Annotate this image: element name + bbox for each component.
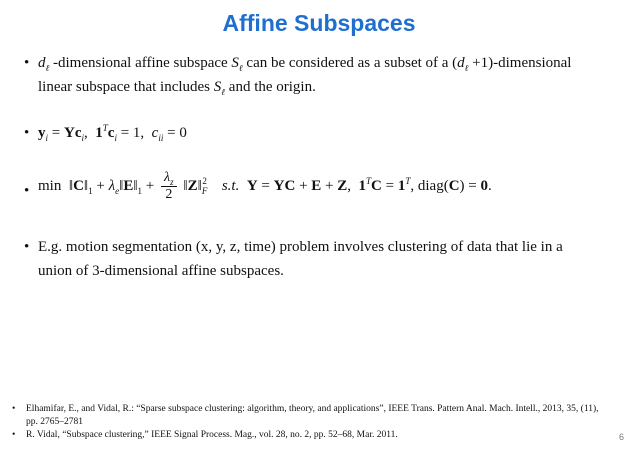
bullet-text-line2: linear subspace that includes $S_\ell$ and the origin.: [38, 79, 316, 97]
reference-text: R. Vidal, “Subspace clustering,” IEEE Signal Process. Mag., vol. 28, no. 2, pp. 52–68, Mar. 2011.: [26, 430, 398, 440]
bullet-text: E.g. motion segmentation (x, y, z, time) problem involves clustering of data that lie in a: [38, 239, 563, 255]
page-number: 6: [618, 432, 624, 442]
bullet-text: linear subspace that includes: [38, 79, 211, 95]
reference-item: • R. Vidal, “Subspace clustering,” IEEE Signal Process. Mag., vol. 28, no. 2, pp. 52–68, Mar. 2011.: [12, 430, 398, 440]
bullet-affine-definition: [24, 52, 624, 100]
bullet-dot: •: [24, 183, 30, 199]
bullet-text: can be considered as a subset of a (: [246, 55, 458, 71]
reference-item: • Elhamifar, E., and Vidal, R.: “Sparse subspace clustering: algorithm, theory, and applications”, IEEE Trans. Pattern Anal. Mach. Intell., 2013, 35, (11), pp. 2765–2781: [12, 404, 599, 427]
fraction-lambda-z-over-2: $\frac{\lambda_z}{2}$: [161, 170, 177, 203]
bullet-text: -dimensional affine subspace: [53, 55, 228, 71]
bullet-motion-segmentation: [24, 236, 624, 284]
references: [12, 403, 612, 442]
slide-title: Affine Subspaces: [222, 10, 416, 36]
bullet-dot: •: [24, 239, 30, 255]
bullet-text: union of 3-dimensional affine subspaces.: [38, 263, 284, 279]
reference-text: Elhamifar, E., and Vidal, R.: “Sparse subspace clustering: algorithm, theory, and applications”, IEEE Trans. Pattern Anal. Mach. Intell., 2013, 35, (11), pp. 2765–2781: [26, 404, 599, 427]
bullet-dot: •: [24, 55, 30, 71]
bullet-text-line1: $d_\ell$ -dimensional affine subspace $S_\ell$ can be considered as a subset of a ($d_\ell$ +1)-dimensional: [38, 55, 572, 73]
bullet-text: and the origin.: [228, 79, 316, 95]
equation-self-expression: $y_i = Yc_i$, $1^Tc_i = 1$, $c_{ii} = 0$: [38, 123, 187, 143]
bullet-optimization-problem: [24, 170, 624, 214]
bullet-self-expression-equation: [24, 122, 624, 146]
bullet-text: +1)-dimensional: [472, 55, 572, 71]
bullet-dot: •: [24, 125, 30, 141]
equation-optimization: $\min ‖C‖_1$ + $\lambda_e‖E‖_1$ + $\frac{\lambda_z}{2}$ $‖Z‖_F^2$ s.t. Y = YC + E + Z, $1^TC = 1^T$, diag(C) = 0.: [38, 170, 492, 202]
